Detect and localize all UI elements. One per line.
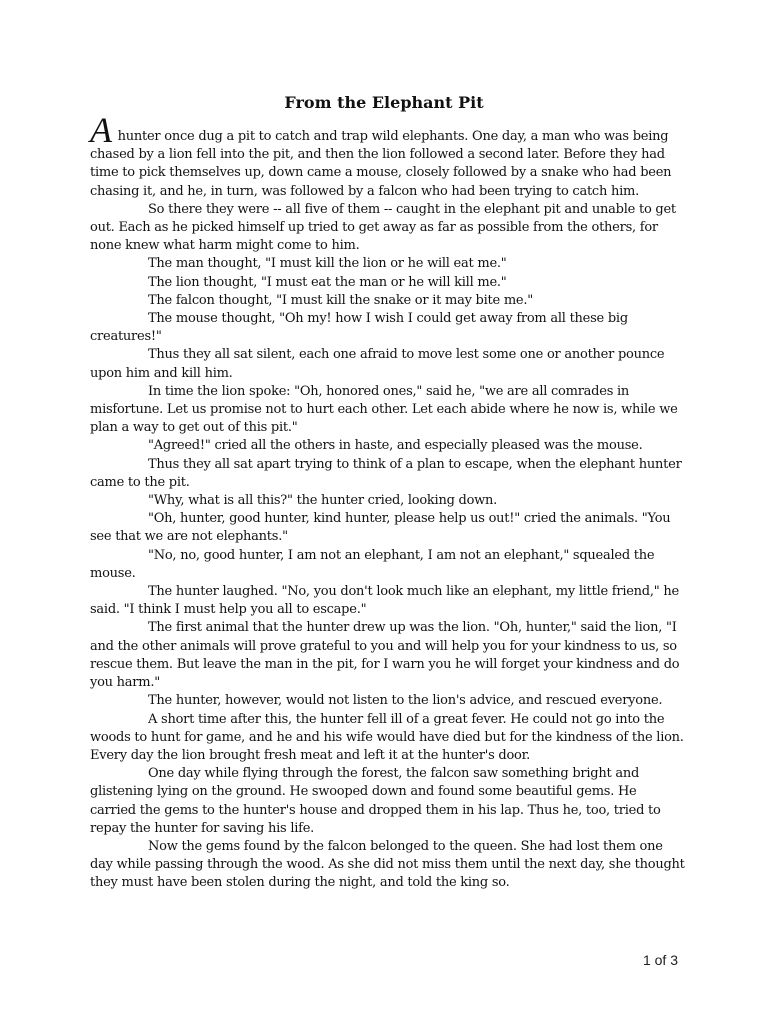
story-body bbox=[90, 110, 686, 893]
paragraph: The lion thought, "I must eat the man or he will kill me." bbox=[148, 274, 507, 290]
paragraph: The man thought, "I must kill the lion or he will eat me." bbox=[148, 256, 507, 272]
paragraph: The hunter, however, would not listen to the lion's advice, and rescued everyone. bbox=[148, 693, 663, 709]
paragraph-text: hunter once dug a pit to catch and trap wild elephants. One day, a man who was being chased by a lion fell into the pit, and then the lion followed a second later. Before they had time to pick themselves up, down came a mouse, closely followed by a snake who had been chasing it, and he, in turn, was followed by a falcon who had been trying to catch him. bbox=[90, 129, 672, 199]
paragraph: "Why, what is all this?" the hunter cried, looking down. bbox=[148, 493, 498, 509]
paragraph: One day while flying through the forest, the falcon saw something bright and glistening lying on the ground. He swooped down and found some beautiful gems. He carried the gems to the hunter's house and dropped them in his lap. Thus he, too, tried to repay the hunter for saving his life. bbox=[90, 766, 661, 836]
page-indicator: 1 of 3 bbox=[642, 952, 678, 968]
paragraph: "Agreed!" cried all the others in haste, and especially pleased was the mouse. bbox=[148, 438, 643, 454]
paragraph: The hunter laughed. "No, you don't look much like an elephant, my little friend," he said. "I think I must help you all to escape." bbox=[90, 584, 679, 618]
paragraph: "No, no, good hunter, I am not an elephant, I am not an elephant," squealed the mouse. bbox=[90, 547, 655, 581]
paragraph: The first animal that the hunter drew up was the lion. "Oh, hunter," said the lion, "I and the other animals will prove grateful to you and will help you for your kindness to us, so rescue them. But leave the man in the pit, for I warn you he will forget your kindness and do you harm." bbox=[90, 620, 680, 691]
paragraph bbox=[90, 110, 686, 201]
paragraph: Now the gems found by the falcon belonged to the queen. She had lost them one day while passing through the wood. As she did not miss them until the next day, she thought they must have been stolen during the night, and told the king so. bbox=[90, 838, 685, 891]
paragraph: A short time after this, the hunter fell ill of a great fever. He could not go into the woods to hunt for game, and he and his wife would have died but for the kindness of the lion. Every day the lion brought fresh meat and left it at the hunter's door. bbox=[90, 711, 684, 763]
paragraph: Thus they all sat apart trying to think of a plan to escape, when the elephant hunter came to the pit. bbox=[90, 456, 682, 490]
drop-cap: A bbox=[90, 110, 112, 150]
paragraph: The falcon thought, "I must kill the snake or it may bite me." bbox=[148, 292, 533, 308]
paragraph: "Oh, hunter, good hunter, kind hunter, please help us out!" cried the animals. "You see that we are not elephants." bbox=[90, 511, 671, 545]
paragraph: In time the lion spoke: "Oh, honored ones," said he, "we are all comrades in misfortune. Let us promise not to hurt each other. Let each abide where he now is, while we plan a way to get out of this pit." bbox=[90, 383, 678, 436]
document-title: From the Elephant Pit bbox=[284, 93, 484, 112]
paragraph: So there they were -- all five of them -- caught in the elephant pit and unable to get out. Each as he picked himself up tried to get away as far as possible from the others, for none knew what harm might come to him. bbox=[90, 201, 676, 254]
paragraph: The mouse thought, "Oh my! how I wish I could get away from all these big creatures!" bbox=[90, 311, 628, 345]
paragraph: Thus they all sat silent, each one afraid to move lest some one or another pounce upon him and kill him. bbox=[90, 347, 665, 381]
